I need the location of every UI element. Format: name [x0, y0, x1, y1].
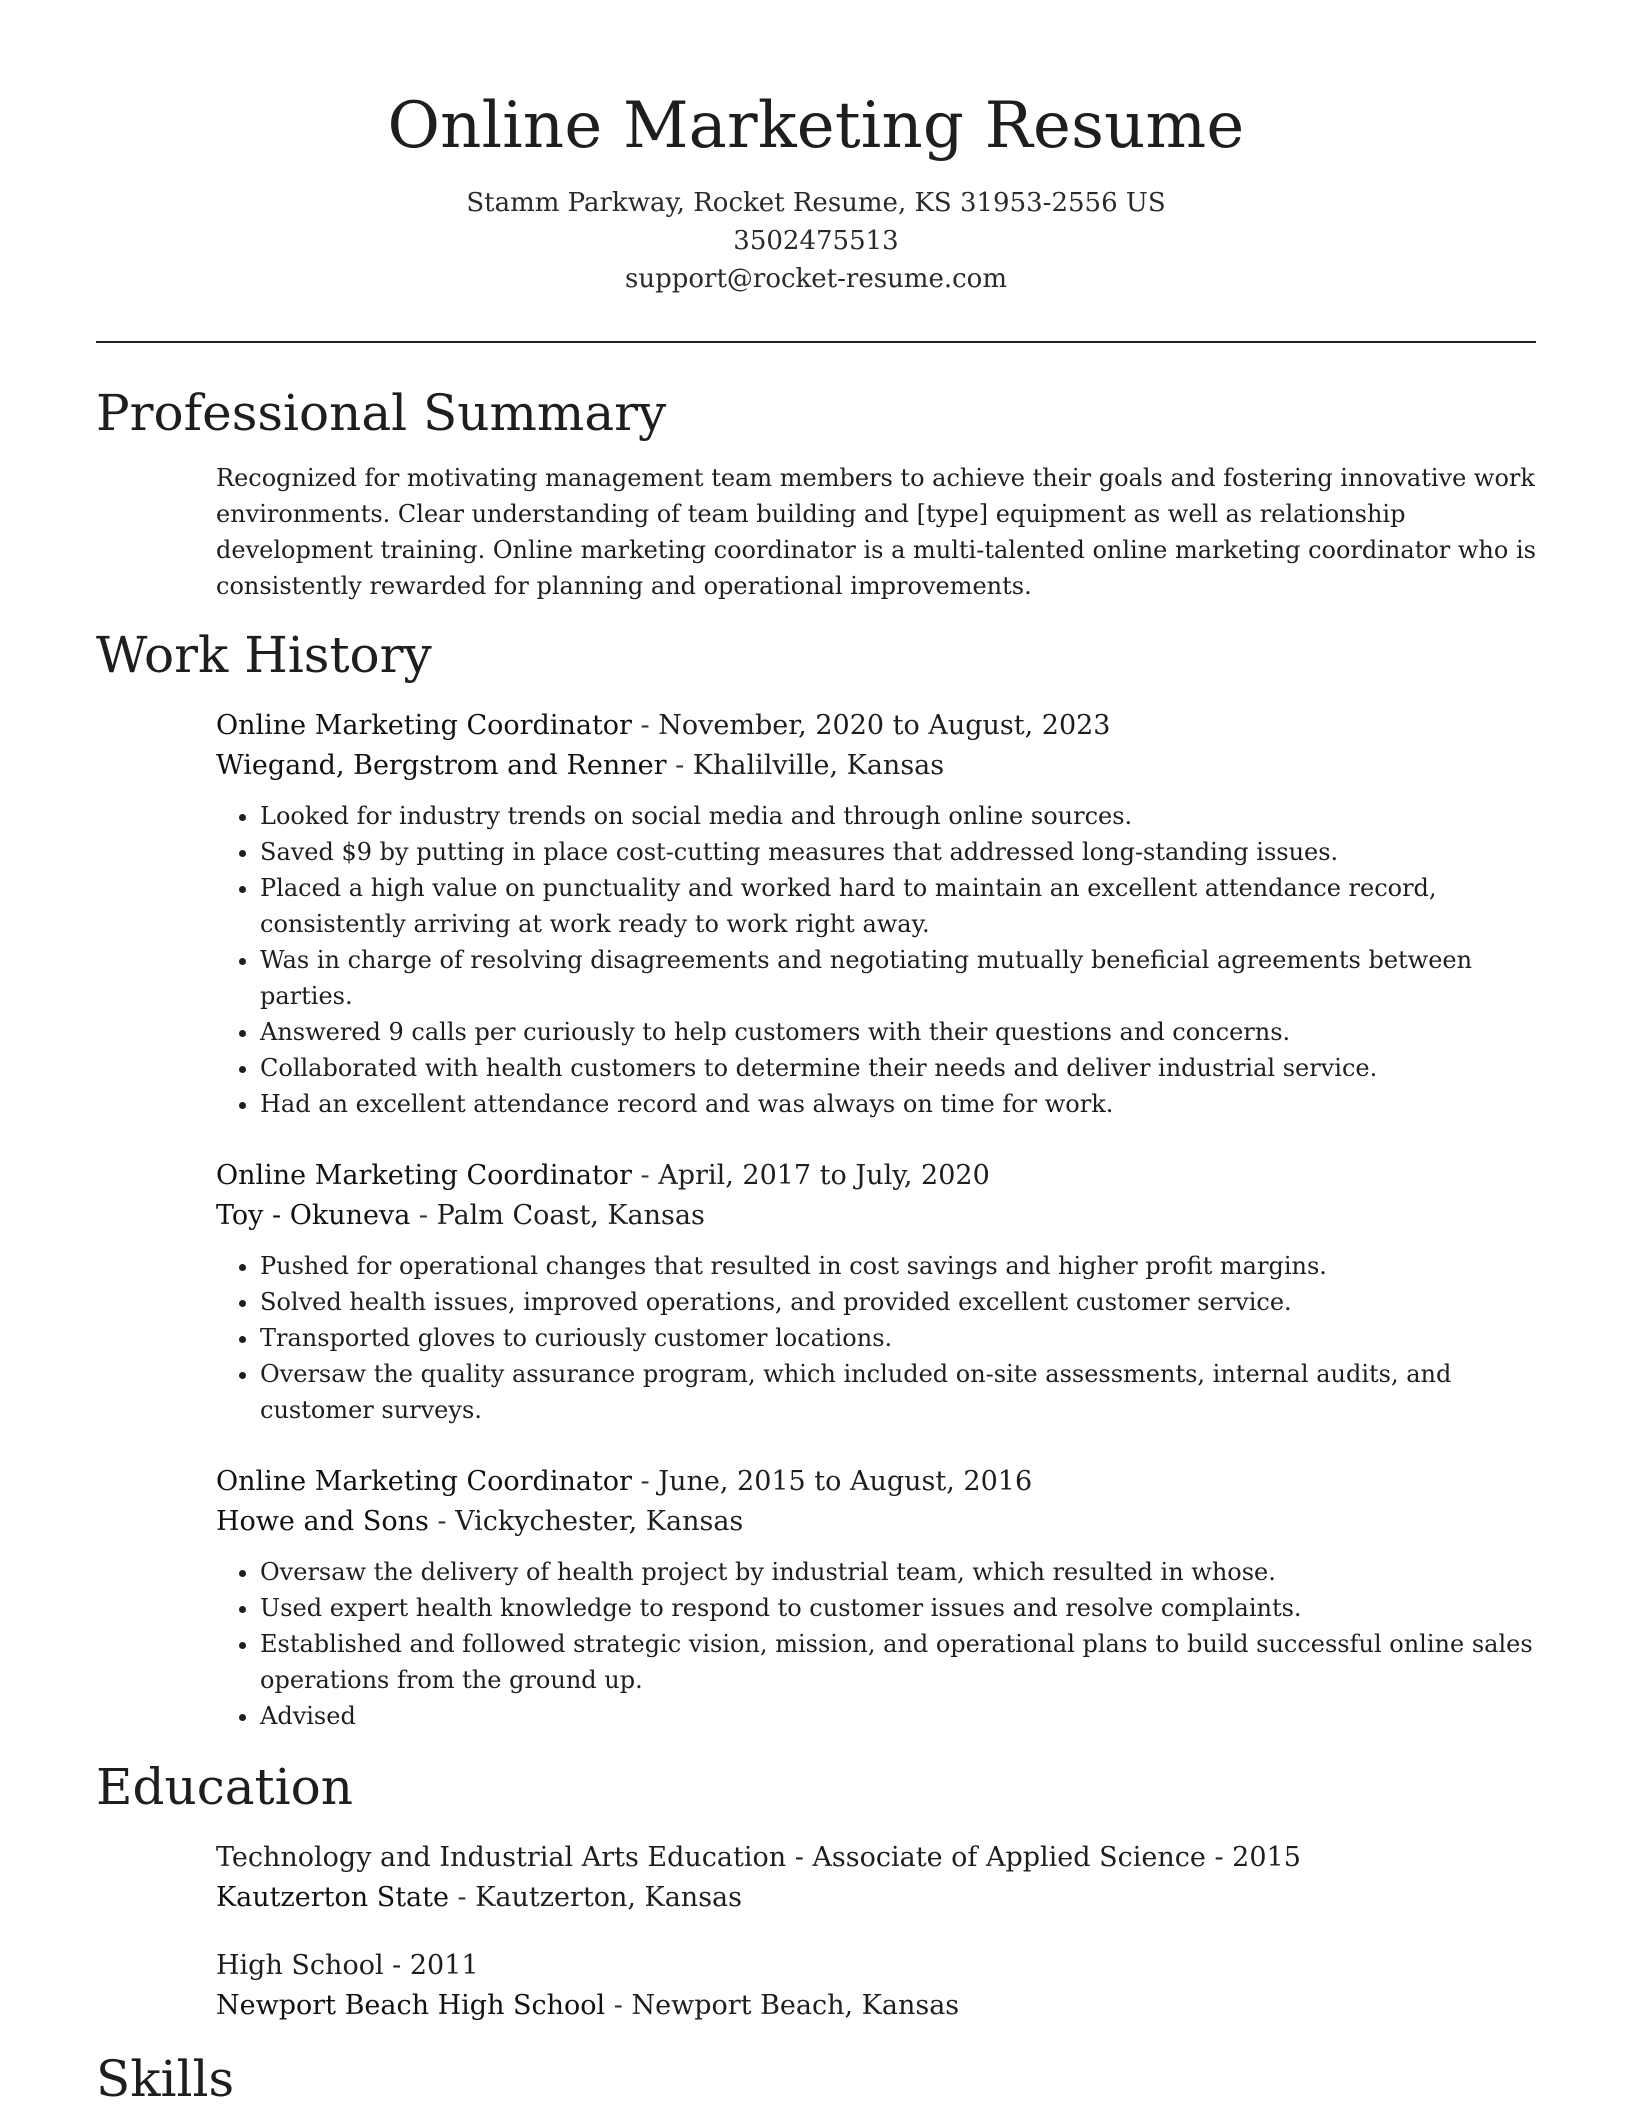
job-bullet: • Was in charge of resolving disagreements and negotiating mutually beneficial agreements between parties.	[260, 942, 1536, 1014]
job-bullets	[216, 798, 1536, 1122]
education-school-line: Kautzerton State - Kautzerton, Kansas	[216, 1882, 743, 1913]
job-bullet: • Saved $9 by putting in place cost-cutting measures that addressed long-standing issues.	[260, 834, 1536, 870]
job-bullet: • Oversaw the quality assurance program, which included on-site assessments, internal audits, and customer surveys.	[260, 1356, 1536, 1428]
job-dates: November, 2020 to August, 2023	[658, 710, 1111, 741]
job-bullet: • Placed a high value on punctuality and worked hard to maintain an excellent attendance record, consistently arriving at work ready to work right away.	[260, 870, 1536, 942]
job-title-line: Online Marketing Coordinator - November, 2020 to August, 2023	[216, 710, 1111, 741]
header-divider	[96, 341, 1536, 343]
summary-text: Recognized for motivating management team members to achieve their goals and fostering innovative work environments. Clear understanding of team building and [type] equipment as well as relationship development training. Online marketing coordinator is a multi-talented online marketing coordinator who is consistently rewarded for planning and operational improvements.	[216, 464, 1536, 600]
job-entry	[216, 1462, 1536, 1734]
education-school: Newport Beach High School	[216, 1990, 606, 2021]
job-entry	[216, 1156, 1536, 1428]
job-bullet: • Advised	[260, 1698, 1536, 1734]
job-location: Vickychester, Kansas	[455, 1506, 744, 1537]
education-location: Newport Beach, Kansas	[631, 1990, 960, 2021]
education-school-line: Newport Beach High School - Newport Beach, Kansas	[216, 1990, 960, 2021]
summary-heading: Professional Summary	[96, 384, 667, 442]
contact-address: Stamm Parkway, Rocket Resume, KS 31953-2556 US	[466, 188, 1166, 218]
job-company-line: Wiegand, Bergstrom and Renner - Khalilville, Kansas	[216, 750, 945, 781]
job-company: Howe and Sons	[216, 1506, 429, 1537]
job-company-line: Howe and Sons - Vickychester, Kansas	[216, 1506, 744, 1537]
job-company: Wiegand, Bergstrom and Renner	[216, 750, 667, 781]
job-bullets	[216, 1554, 1536, 1734]
job-bullets	[216, 1248, 1536, 1428]
job-location: Khalilville, Kansas	[692, 750, 945, 781]
skills-heading: Skills	[96, 2050, 235, 2108]
education-location: Kautzerton, Kansas	[475, 1882, 743, 1913]
job-dates: June, 2015 to August, 2016	[658, 1466, 1033, 1497]
contact-email: support@rocket-resume.com	[624, 264, 1007, 294]
education-entry	[216, 1838, 1536, 1918]
job-bullet: • Had an excellent attendance record and was always on time for work.	[260, 1086, 1536, 1122]
job-title: Online Marketing Coordinator	[216, 710, 632, 741]
job-title: Online Marketing Coordinator	[216, 1466, 632, 1497]
job-location: Palm Coast, Kansas	[436, 1200, 705, 1231]
education-school: Kautzerton State	[216, 1882, 449, 1913]
job-dates: April, 2017 to July, 2020	[658, 1160, 990, 1191]
job-company: Toy - Okuneva	[216, 1200, 411, 1231]
resume-title: Online Marketing Resume	[387, 89, 1245, 163]
job-bullet: • Solved health issues, improved operations, and provided excellent customer service.	[260, 1284, 1536, 1320]
work-history-heading: Work History	[96, 626, 432, 684]
resume-content	[96, 380, 1536, 2112]
education-degree-line: Technology and Industrial Arts Education - Associate of Applied Science - 2015	[216, 1842, 1301, 1873]
job-title-line: Online Marketing Coordinator - April, 2017 to July, 2020	[216, 1160, 990, 1191]
contact-phone: 3502475513	[733, 226, 899, 256]
job-bullet: • Pushed for operational changes that resulted in cost savings and higher profit margins.	[260, 1248, 1536, 1284]
job-bullet: • Oversaw the delivery of health project by industrial team, which resulted in whose.	[260, 1554, 1536, 1590]
job-bullet: • Used expert health knowledge to respond to customer issues and resolve complaints.	[260, 1590, 1536, 1626]
resume-header	[0, 84, 1632, 298]
job-title-line: Online Marketing Coordinator - June, 2015 to August, 2016	[216, 1466, 1033, 1497]
job-bullet: • Established and followed strategic vision, mission, and operational plans to build successful online sales operations from the ground up.	[260, 1626, 1536, 1698]
job-entry	[216, 706, 1536, 1122]
education-heading: Education	[96, 1758, 353, 1816]
job-bullet: • Transported gloves to curiously customer locations.	[260, 1320, 1536, 1356]
education-degree-line: High School - 2011	[216, 1950, 479, 1981]
job-bullet: • Answered 9 calls per curiously to help customers with their questions and concerns.	[260, 1014, 1536, 1050]
contact-block	[0, 184, 1632, 298]
job-company-line: Toy - Okuneva - Palm Coast, Kansas	[216, 1200, 705, 1231]
education-entry	[216, 1946, 1536, 2026]
job-bullet: • Collaborated with health customers to determine their needs and deliver industrial service.	[260, 1050, 1536, 1086]
job-title: Online Marketing Coordinator	[216, 1160, 632, 1191]
job-bullet: • Looked for industry trends on social media and through online sources.	[260, 798, 1536, 834]
